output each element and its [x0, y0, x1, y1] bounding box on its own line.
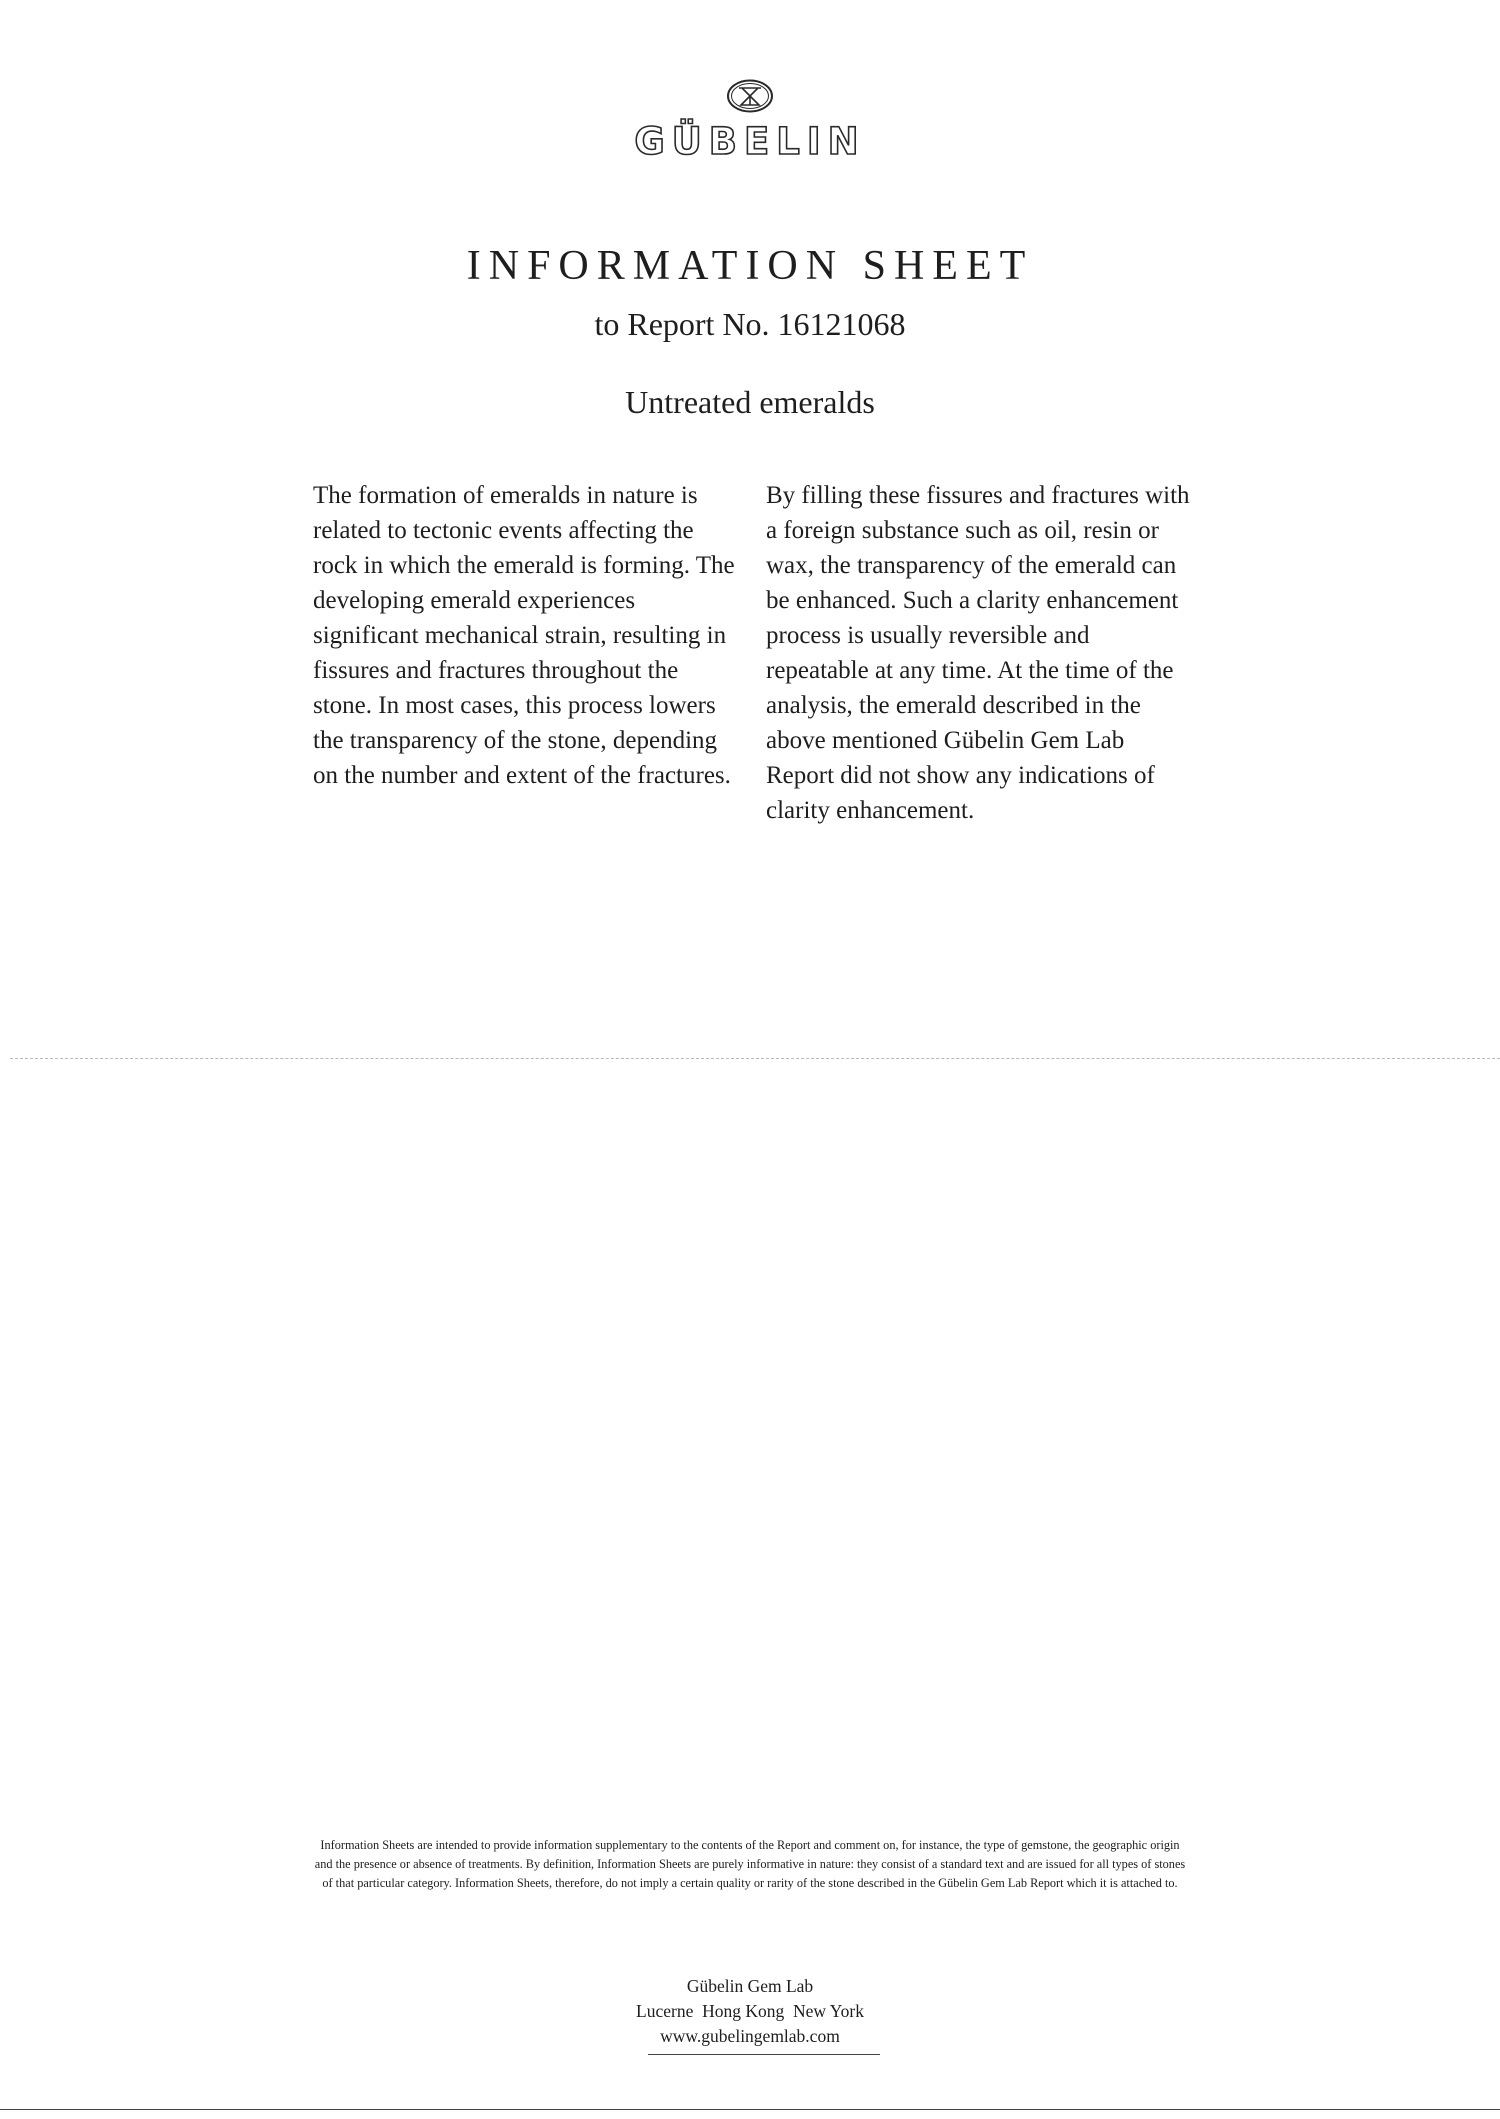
body-text-left: The formation of emeralds in nature is related to tectonic events affecting the rock in which the emerald is forming. The developing emerald experiences significant mechanical strain, resulting in fissures and fractures throughout the stone. In most cases, this process lowers the transparency of the stone, depending on the number and extent of the fractures. — [313, 482, 735, 789]
locations: Lucerne Hong Kong New York — [636, 2001, 864, 2021]
footer-divider — [648, 2054, 880, 2055]
gubelin-wordmark: GÜBELIN — [634, 120, 866, 163]
section-heading: Untreated emeralds — [625, 384, 875, 420]
fold-line — [10, 1058, 1500, 1059]
report-number: to Report No. 16121068 — [594, 306, 906, 342]
footer — [0, 1974, 1500, 2049]
website-link[interactable]: www.gubelingemlab.com — [660, 2026, 840, 2046]
gubelin-emblem-icon — [726, 78, 774, 114]
company-name: Gübelin Gem Lab — [686, 1976, 814, 1996]
disclaimer-text: Information Sheets are intended to provide information supplementary to the contents of the Report and comment on, for instance, the type of gemstone, the geographic origin and the presence or absence of treatments. By definition, Information Sheets are purely informative in nature: they consist of a standard text and are issued for all types of stones of that particular category. Information Sheets, therefore, do not imply a certain quality or rarity of the stone described in the Gübelin Gem Lab Report which it is attached to. — [314, 1838, 1186, 1890]
body-text-right: By filling these fissures and fractures with a foreign substance such as oil, resin or wax, the transparency of the emerald can be enhanced. Such a clarity enhancement process is usually reversible and repeatable at any time. At the time of the analysis, the emerald described in the above mentioned Gübelin Gem Lab Report did not show any indications of clarity enhancement. — [766, 482, 1190, 824]
bottom-rule — [0, 2109, 1500, 2110]
page-title: INFORMATION SHEET — [466, 243, 1034, 289]
